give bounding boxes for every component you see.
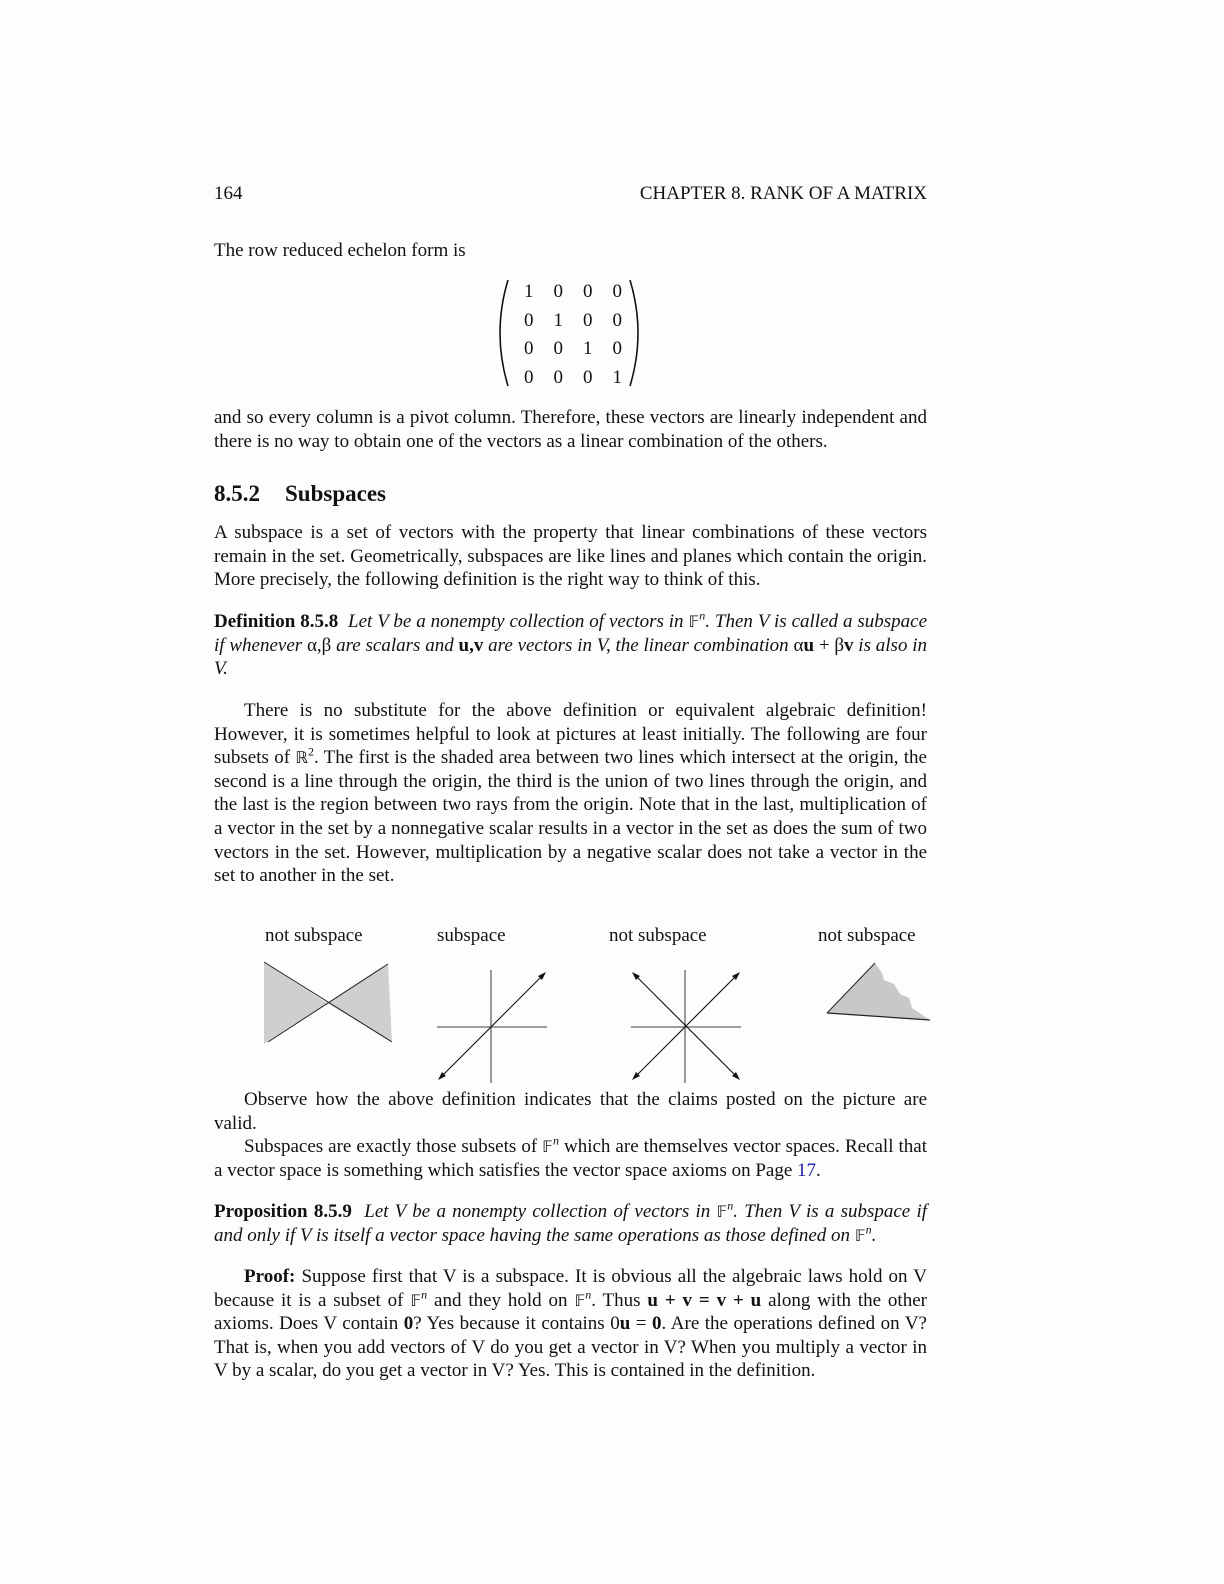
scalars: α,β bbox=[306, 634, 332, 656]
pictures-paragraph bbox=[214, 699, 927, 888]
definition-label: Definition 8.5.8 bbox=[214, 611, 339, 632]
figure-label-3: not subspace bbox=[609, 925, 707, 946]
two-lines-figure bbox=[626, 965, 751, 1085]
field-symbol: 𝔽 bbox=[716, 1202, 728, 1221]
field-symbol: 𝔽 bbox=[854, 1225, 866, 1245]
bowtie-figure bbox=[258, 958, 398, 1048]
matrix-cell: 1 bbox=[583, 338, 593, 359]
definition-text: are vectors in V, the linear combination bbox=[483, 634, 794, 656]
section-number: 8.5.2 bbox=[214, 481, 260, 506]
superscript: n bbox=[727, 1198, 734, 1213]
alpha: α bbox=[793, 634, 804, 656]
right-parenthesis bbox=[628, 278, 642, 388]
commutativity-equation: u + v = v + u bbox=[647, 1289, 762, 1311]
superscript: n bbox=[585, 1287, 592, 1302]
proof-paragraph bbox=[214, 1265, 927, 1383]
matrix-cell: 0 bbox=[612, 281, 622, 302]
field-symbol: 𝔽 bbox=[542, 1137, 553, 1156]
field-symbol: 𝔽 bbox=[688, 612, 700, 631]
matrix-cell: 1 bbox=[524, 281, 534, 302]
field-symbol: 𝔽 bbox=[574, 1290, 586, 1310]
definition-text: Let V be a nonempty collection of vectors in bbox=[348, 611, 689, 632]
paragraph-text: There is no substitute for the above definition or equivalent algebraic definition! However, it is sometimes helpful to look at pictures at least initially. The following are four subsets of bbox=[214, 700, 927, 769]
matrix-cell: 0 bbox=[553, 366, 563, 388]
matrix-cell: 1 bbox=[612, 366, 622, 388]
matrix-cell: 0 bbox=[583, 309, 593, 331]
zero-vector: 0 bbox=[652, 1313, 662, 1335]
running-header bbox=[214, 183, 927, 205]
definition-text: . Then V is called a subspace if whenever bbox=[214, 611, 928, 656]
superscript: n bbox=[421, 1287, 428, 1302]
matrix-cell: 0 bbox=[553, 281, 563, 302]
paragraph-text: . The first is the shaded area between two lines which intersect at the origin, the second is a line through the origin, the third is the union of two lines through the origin, and the last is the region between two rays from the origin. Note that in the last, multiplication of a vector in the set by a nonnegative scalar results in a vector in the set as does the sum of two vectors in the set. However, multiplication by a negative scalar does not take a vector in the set to another in the set. bbox=[214, 747, 927, 887]
matrix-cell: 0 bbox=[583, 366, 593, 388]
proof-label: Proof: bbox=[244, 1266, 296, 1287]
vectors: u,v bbox=[458, 634, 484, 656]
rref-matrix bbox=[496, 278, 642, 390]
proposition-8-5-9 bbox=[214, 1200, 927, 1247]
proof-text: and they hold on bbox=[427, 1289, 575, 1311]
paragraph-text: . bbox=[816, 1159, 821, 1181]
proposition-label: Proposition 8.5.9 bbox=[214, 1201, 352, 1222]
proposition-text: . Then V is a subspace if and only if V is itself a vector space having the same operations as those defined on bbox=[214, 1201, 928, 1246]
vector-space-paragraph bbox=[214, 1135, 927, 1182]
page-number: 164 bbox=[214, 183, 243, 204]
figure-label-2: subspace bbox=[437, 925, 506, 946]
matrix-cell: 0 bbox=[612, 338, 622, 359]
page-17-link[interactable]: 17 bbox=[797, 1159, 817, 1181]
proof-text: along with the other axioms. Does V contain bbox=[214, 1289, 927, 1335]
line-through-origin-figure bbox=[432, 965, 557, 1085]
vector-u: u bbox=[803, 634, 815, 656]
beta: β bbox=[834, 634, 845, 656]
definition-text: are scalars and bbox=[331, 634, 459, 656]
proof-text: . Are the operations defined on V? That is, when you add vectors of V do you get a vector in V? When you multiply a vector in V by a scalar, do you get a vector in V? Yes. This is contained in the definition. bbox=[214, 1313, 927, 1382]
plus: + bbox=[814, 634, 835, 656]
field-symbol: ℝ bbox=[295, 748, 308, 768]
pivot-paragraph: and so every column is a pivot column. Therefore, these vectors are linearly independent and there is no way to obtain one of the vectors as a linear combination of the others. bbox=[214, 407, 927, 452]
definition-text: is also in V. bbox=[214, 634, 928, 680]
superscript: 2 bbox=[307, 744, 314, 759]
matrix-cell: 0 bbox=[553, 338, 563, 359]
section-heading bbox=[214, 481, 386, 507]
matrix-cell: 1 bbox=[553, 309, 563, 331]
field-symbol: 𝔽 bbox=[410, 1290, 422, 1310]
zero-vector: 0 bbox=[403, 1313, 414, 1335]
left-parenthesis bbox=[496, 278, 510, 388]
matrix-cell: 0 bbox=[524, 366, 534, 388]
vector-u: u bbox=[619, 1313, 631, 1335]
section-title: Subspaces bbox=[285, 481, 386, 506]
matrix-cell: 0 bbox=[524, 338, 534, 359]
matrix-grid bbox=[514, 281, 632, 395]
proof-text: . Thus bbox=[591, 1289, 648, 1311]
chapter-title: CHAPTER 8. RANK OF A MATRIX bbox=[639, 183, 927, 204]
intro-text: The row reduced echelon form is bbox=[214, 240, 466, 261]
superscript: n bbox=[552, 1133, 559, 1148]
proof-text: ? Yes because it contains 0 bbox=[413, 1313, 620, 1335]
proposition-text: . bbox=[871, 1224, 877, 1246]
paragraph-text: which are themselves vector spaces. Recall that a vector space is something which satisfies the vector space axioms on Page bbox=[214, 1136, 927, 1181]
figure-label-1: not subspace bbox=[265, 925, 363, 946]
equals: = bbox=[630, 1313, 653, 1335]
matrix-cell: 0 bbox=[524, 309, 534, 331]
observe-paragraph: Observe how the above definition indicates that the claims posted on the picture are valid. bbox=[214, 1089, 927, 1134]
matrix-cell: 0 bbox=[612, 309, 622, 331]
proof-text: Suppose first that V is a subspace. It is obvious all the algebraic laws hold on V because it is a subset of bbox=[214, 1266, 927, 1311]
ray-region-figure bbox=[822, 958, 937, 1028]
proposition-text: Let V be a nonempty collection of vectors in bbox=[364, 1201, 717, 1222]
paragraph-text: Subspaces are exactly those subsets of bbox=[244, 1136, 543, 1157]
matrix-cell: 0 bbox=[583, 281, 593, 302]
definition-8-5-8 bbox=[214, 610, 927, 681]
vector-v: v bbox=[844, 634, 854, 656]
figure-label-4: not subspace bbox=[818, 925, 916, 946]
superscript: n bbox=[865, 1222, 872, 1237]
superscript: n bbox=[699, 608, 706, 623]
section-intro: A subspace is a set of vectors with the property that linear combinations of these vectors remain in the set. Geometrically, subspaces are like lines and planes which contain the origin. More precisely, the following definition is the right way to think of this. bbox=[214, 522, 927, 591]
